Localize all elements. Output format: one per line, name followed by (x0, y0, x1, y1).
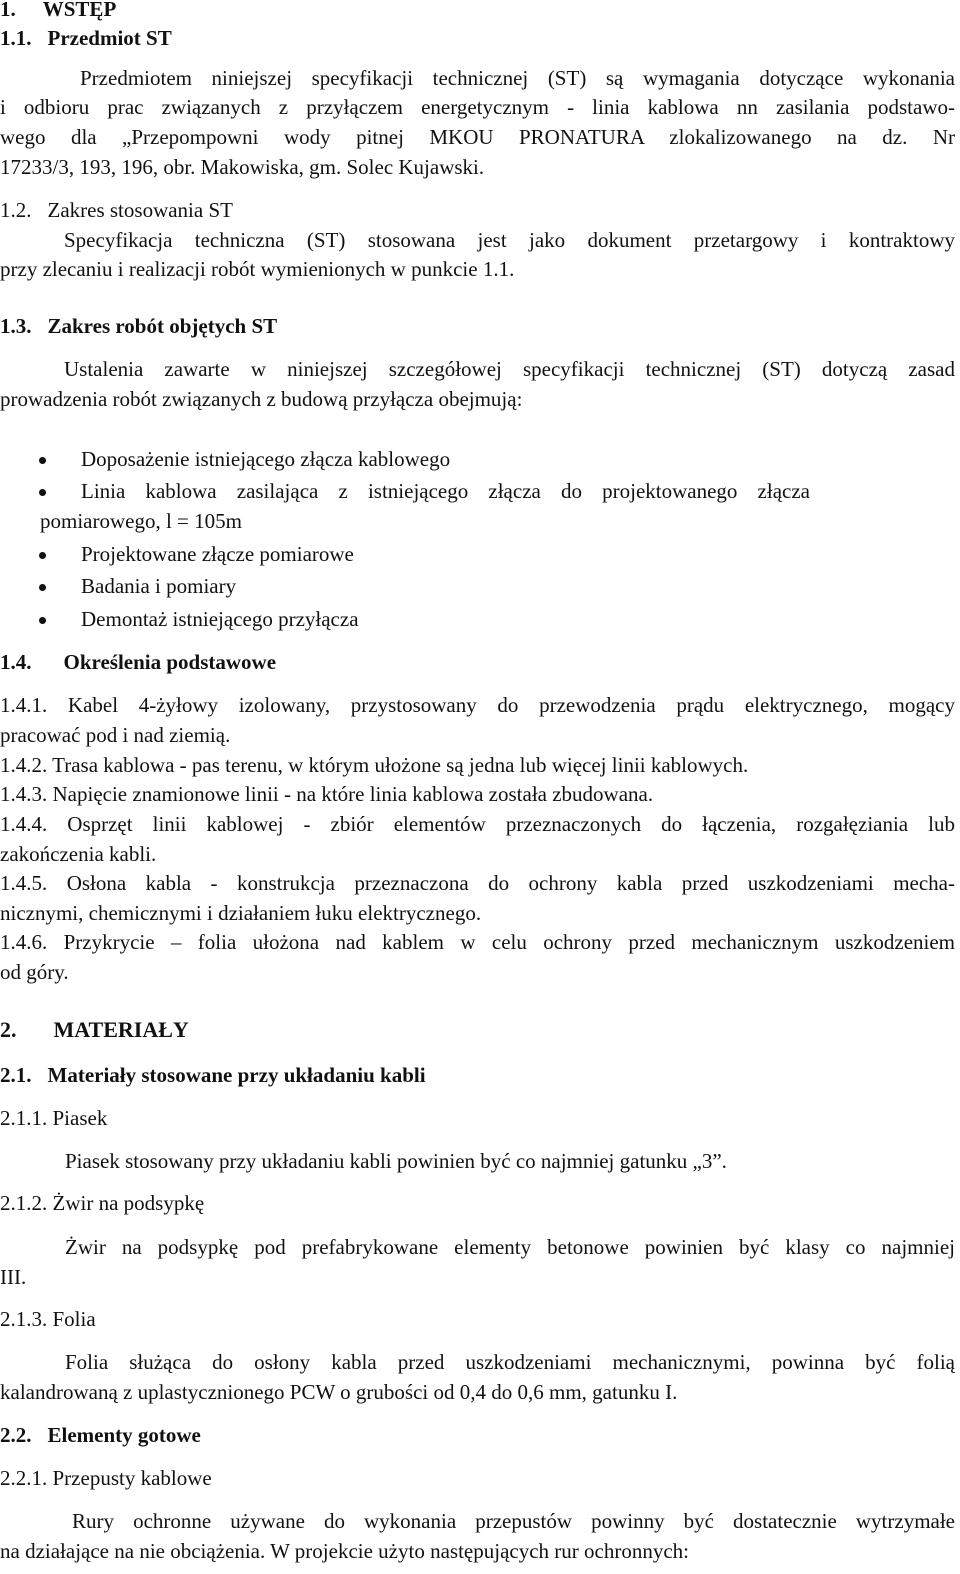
heading-1-4: 1.4. Określenia podstawowe (0, 650, 277, 674)
definition-line: 1.4.1. Kabel 4-żyłowy izolowany, przystosowany do przewodzenia prądu elektrycznego, mogący (0, 693, 955, 717)
definition-line: nicznymi, chemicznymi i działaniem łuku elektrycznego. (0, 901, 482, 925)
paragraph-line: kalandrowaną z uplastycznionego PCW o grubości od 0,4 do 0,6 mm, gatunku I. (0, 1380, 678, 1404)
paragraph-line: i odbioru prac związanych z przyłączem energetycznym - linia kablowa nn zasilania podstawo- (0, 95, 955, 119)
paragraph-line: Przedmiotem niniejszej specyfikacji technicznej (ST) są wymagania dotyczące wykonania (80, 66, 955, 90)
bullet-icon (39, 457, 46, 464)
heading-2-2: 2.2. Elementy gotowe (0, 1423, 201, 1447)
heading-2-1-2: 2.1.2. Żwir na podsypkę (0, 1191, 205, 1215)
definition-line: 1.4.3. Napięcie znamionowe linii - na które linia kablowa została zbudowana. (0, 782, 654, 806)
paragraph-line: przy zlecaniu i realizacji robót wymienionych w punkcie 1.1. (0, 257, 515, 281)
paragraph-line: wego dla „Przepompowni wody pitnej MKOU PRONATURA zlokalizowanego na dz. Nr (0, 125, 955, 149)
paragraph-line: prowadzenia robót związanych z budową przyłącza obejmują: (0, 387, 523, 411)
definition-line: pracować pod i nad ziemią. (0, 723, 231, 747)
heading-1-1: 1.1. Przedmiot ST (0, 26, 172, 50)
heading-2-2-1: 2.2.1. Przepusty kablowe (0, 1466, 212, 1490)
list-item: Doposażenie istniejącego złącza kablowego (81, 447, 451, 471)
list-item: Badania i pomiary (81, 574, 237, 598)
bullet-icon (39, 584, 46, 591)
definition-line: 1.4.4. Osprzęt linii kablowej - zbiór elementów przeznaczonych do łączenia, rozgałęziania lub (0, 812, 955, 836)
heading-2-1-3: 2.1.3. Folia (0, 1307, 96, 1331)
bullet-icon (39, 552, 46, 559)
list-item-continuation: pomiarowego, l = 105m (40, 509, 242, 533)
paragraph-line: Rury ochronne używane do wykonania przepustów powinny być dostatecznie wytrzymałe (72, 1509, 955, 1533)
paragraph-line: Żwir na podsypkę pod prefabrykowane elementy betonowe powinien być klasy co najmniej (65, 1235, 955, 1259)
definition-line: od góry. (0, 960, 69, 984)
heading-1: 1. WSTĘP (0, 0, 117, 21)
bullet-icon (39, 489, 46, 496)
list-item: Linia kablowa zasilająca z istniejącego złącza do projektowanego złącza (81, 479, 810, 503)
bullet-icon (39, 617, 46, 624)
list-item: Demontaż istniejącego przyłącza (81, 607, 359, 631)
heading-1-2: 1.2. Zakres stosowania ST (0, 198, 233, 222)
definition-line: 1.4.2. Trasa kablowa - pas terenu, w którym ułożone są jedna lub więcej linii kablowych. (0, 753, 749, 777)
definition-line: zakończenia kabli. (0, 842, 157, 866)
heading-2: 2. MATERIAŁY (0, 1017, 189, 1042)
paragraph-line: na działające na nie obciążenia. W projekcie użyto następujących rur ochronnych: (0, 1539, 689, 1563)
heading-1-3: 1.3. Zakres robót objętych ST (0, 314, 278, 338)
paragraph-line: Folia służąca do osłony kabla przed uszkodzeniami mechanicznymi, powinna być folią (65, 1350, 955, 1374)
heading-2-1: 2.1. Materiały stosowane przy układaniu kabli (0, 1063, 426, 1087)
paragraph-line: 17233/3, 193, 196, obr. Makowiska, gm. Solec Kujawski. (0, 155, 485, 179)
heading-2-1-1: 2.1.1. Piasek (0, 1106, 108, 1130)
paragraph-line: Specyfikacja techniczna (ST) stosowana jest jako dokument przetargowy i kontraktowy (64, 228, 955, 252)
definition-line: 1.4.6. Przykrycie – folia ułożona nad kablem w celu ochrony przed mechanicznym uszkodzeniem (0, 930, 955, 954)
definition-line: 1.4.5. Osłona kabla - konstrukcja przeznaczona do ochrony kabla przed uszkodzeniami mecha- (0, 871, 955, 895)
list-item: Projektowane złącze pomiarowe (81, 542, 354, 566)
paragraph-line: Piasek stosowany przy układaniu kabli powinien być co najmniej gatunku „3”. (65, 1149, 727, 1173)
paragraph-line: III. (0, 1265, 27, 1289)
paragraph-line: Ustalenia zawarte w niniejszej szczegółowej specyfikacji technicznej (ST) dotyczą zasad (64, 357, 955, 381)
